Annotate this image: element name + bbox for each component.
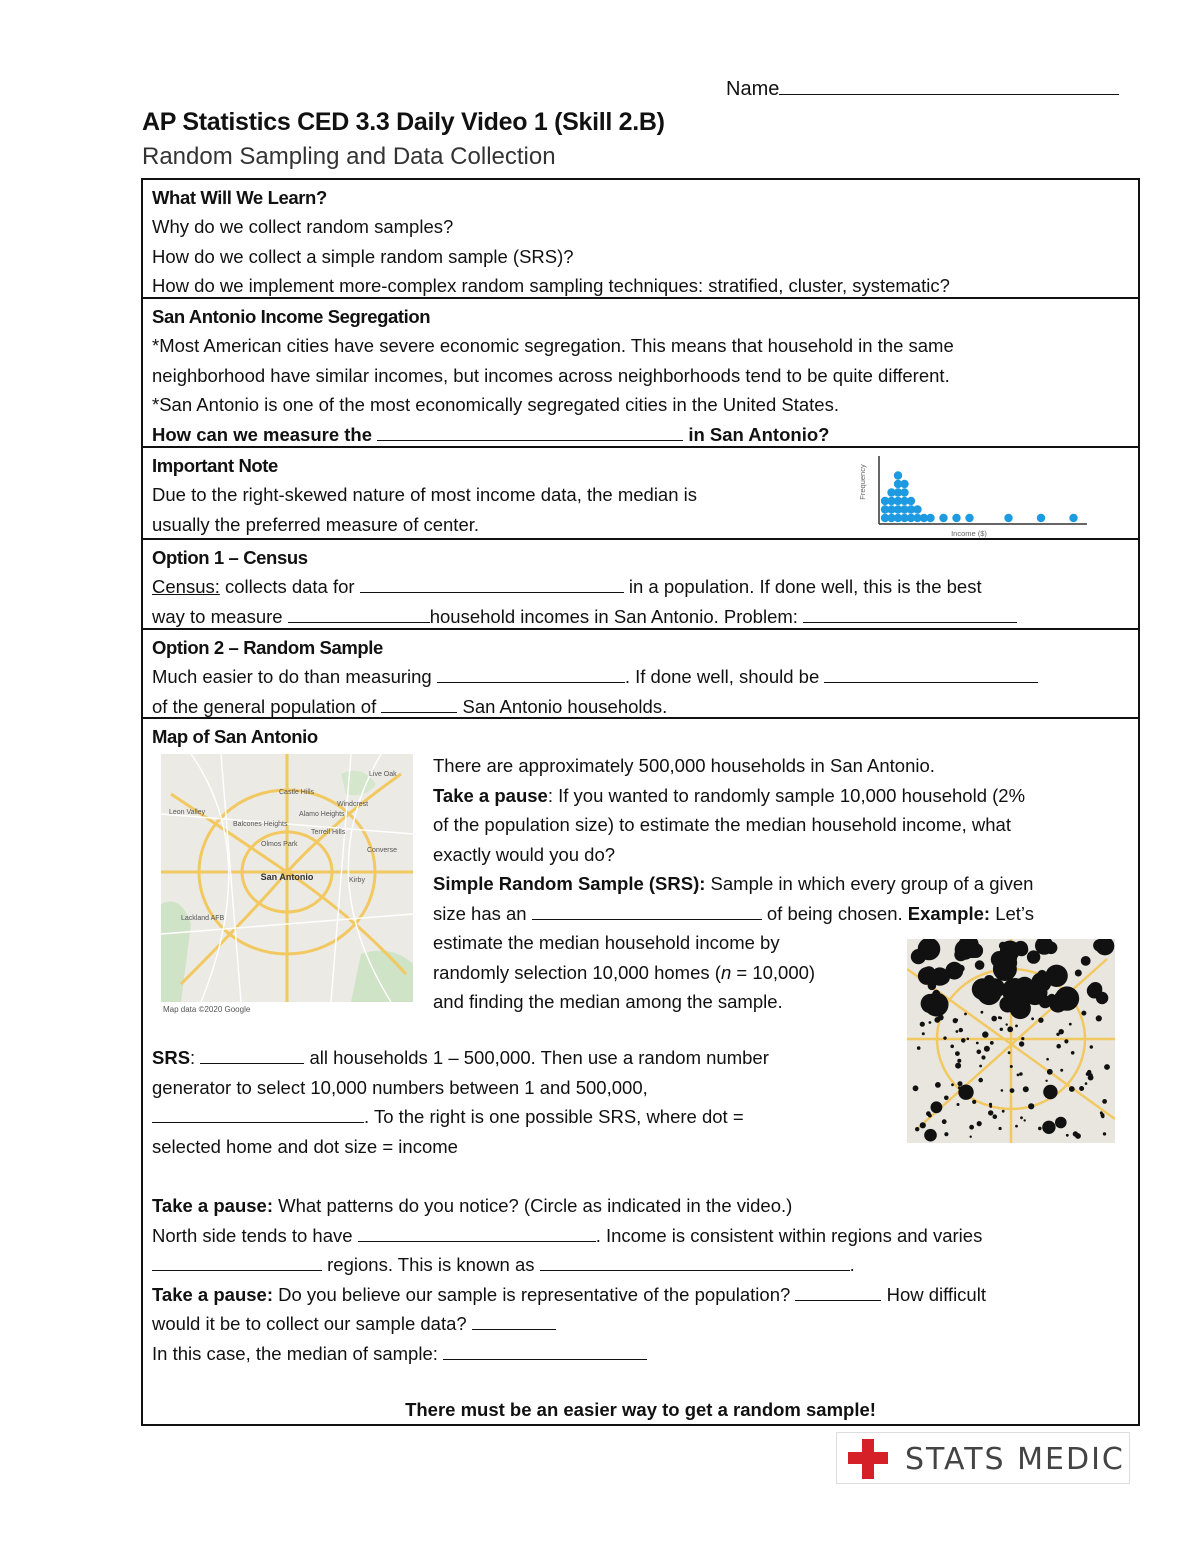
map-place-label: Balcones Heights [233,821,288,828]
map-place-label: Castle Hills [279,789,315,796]
sample-dot [1047,1069,1053,1075]
sample-dot [1103,1132,1106,1135]
sample-dot [968,943,983,958]
sample-dot [978,1078,983,1083]
name-label: Name [726,78,780,100]
sample-dot [961,1038,966,1043]
sample-dot [999,1127,1002,1130]
sample-dot [1101,1115,1104,1118]
seg-line-1: *Most American cities have severe economic segregation. This means that household in the same [152,335,954,356]
section-map [143,719,1138,1428]
stats-medic-logo [836,1432,1130,1484]
opt2-blank-2[interactable] [824,664,1038,683]
sample-dot [955,1063,961,1069]
learn-q1: Why do we collect random samples? [152,216,454,237]
srs-label: SRS [152,1047,191,1068]
learn-q3: How do we implement more-complex random sampling techniques: stratified, cluster, systematic? [152,275,950,296]
north-b: . Income is consistent within regions and varies [595,1224,983,1246]
sample-dot [956,1030,959,1033]
dotplot-dot [1037,514,1045,522]
north-a: North side tends to have [152,1224,353,1246]
dotplot-dot [965,514,973,522]
srs-l3-b: . To the right is one possible SRS, where dot = [364,1106,744,1127]
map-park-2 [351,951,413,1002]
sample-dot [944,1096,949,1101]
pause-3-line-1 [152,1280,986,1310]
sample-dot [1088,1075,1094,1081]
sample-dot [998,1016,1001,1019]
dotplot-dots [881,471,1078,522]
income-dotplot [853,452,1089,538]
sample-dot [959,1028,963,1032]
sample-dot [1069,1086,1075,1092]
sample-dot [1079,1086,1084,1091]
logo-text: STATS MEDIC [905,1442,1125,1477]
sample-dot [1056,1044,1061,1049]
map-place-label: Kirby [349,877,365,884]
opt2-l1-a: Much easier to do than measuring [152,666,432,687]
north-blank[interactable] [358,1223,596,1242]
srs-sample-map [907,939,1115,1143]
red-cross-icon [845,1439,891,1479]
dotplot-dot [894,471,902,479]
srs-line-3 [152,1102,769,1132]
sample-dot [928,1114,932,1118]
sample-dot [1020,1116,1023,1119]
srs-def-b: size has an [433,902,527,924]
sample-dot [1069,1023,1072,1026]
sample-dot [925,993,949,1017]
srs-def-a: Sample in which every group of a given [705,873,1034,894]
opt1-blank-1[interactable] [360,574,624,593]
srs-line-2: generator to select 10,000 numbers between 1 and 500,000, [152,1076,648,1098]
regions-b: . [849,1254,855,1275]
sample-dot [958,965,965,972]
dotplot-dot [952,514,960,522]
pause-3-label: Take a pause: [152,1283,273,1305]
sample-dot [951,1083,954,1086]
sample-dot [970,1136,972,1138]
sample-dot [979,1065,982,1068]
dotplot-ylabel: Frequency [858,464,867,500]
section-segregation [143,299,1138,448]
sample-dot [1089,982,1103,996]
regions-blank-1[interactable] [152,1252,322,1271]
pause-1-line-2: of the population size) to estimate the median household income, what [433,814,1011,835]
seg-question-a: How can we measure the [152,423,373,445]
section-option-1 [143,540,1138,630]
sample-dot [1102,1099,1107,1104]
median-label: In this case, the median of sample: [152,1342,438,1364]
dotplot-dot [926,514,934,522]
sample-dot [1038,1018,1043,1023]
map-place-label: Windcrest [337,801,369,808]
pause-2-line [152,1191,986,1221]
sample-dot [1064,1039,1068,1043]
map-city-label: San Antonio [260,872,314,882]
sample-dot [981,1055,985,1059]
sample-dot [935,1082,941,1088]
opt1-line-1 [152,572,1129,602]
sample-dot [1100,1111,1103,1114]
opt1-l1-b: in a population. If done well, this is the best [628,576,982,597]
sample-dot [982,1031,988,1037]
sample-dot [931,1101,943,1113]
seg-line-3: *San Antonio is one of the most economically segregated cities in the United States. [152,394,839,415]
opt2-l1-b: . If done well, should be [624,666,820,687]
sample-dot [1021,1037,1024,1040]
note-heading: Important Note [152,455,278,476]
opt2-l2-b: San Antonio households. [462,695,668,717]
cross-horizontal [848,1452,888,1464]
sample-dot [969,1125,974,1130]
srs-l1-b: all households 1 – 500,000. Then use a random number [309,1047,769,1068]
regions-a: regions. This is known as [327,1254,535,1275]
ex-l3-b: = 10,000) [731,961,816,983]
sample-dot [979,988,988,997]
median-blank[interactable] [443,1341,647,1360]
pause-3-blank-2[interactable] [472,1311,556,1330]
regions-line [152,1250,986,1280]
sample-dot [1039,995,1052,1008]
sample-dot [1056,1033,1059,1036]
sample-dot [1008,1051,1011,1054]
sample-dot [957,1103,960,1106]
map-place-label: Converse [367,847,397,854]
sample-dot [1042,1121,1055,1134]
sample-dot [913,1085,919,1091]
seg-line-2: neighborhood have similar incomes, but incomes across neighborhoods tend to be quite different. [152,364,950,386]
pause-2-text: What patterns do you notice? (Circle as indicated in the video.) [273,1195,793,1216]
sample-dot [1023,1086,1029,1092]
sample-dot [1104,1064,1110,1070]
dotplot-dot [939,514,947,522]
dotplot-dot [1004,514,1012,522]
north-line [152,1221,986,1251]
sample-dot [928,982,937,991]
opt1-heading: Option 1 – Census [152,547,308,568]
sample-dot [1075,970,1082,977]
sample-dot [1081,1011,1086,1016]
pause-3-line-2 [152,1309,986,1339]
sample-dot [977,1050,982,1055]
opt1-line-2 [152,602,1129,632]
sample-dot [989,1105,992,1108]
map-intro: There are approximately 500,000 households in San Antonio. [433,755,935,776]
sample-dot [958,1081,963,1086]
sample-dot [993,1114,998,1119]
map-heading: Map of San Antonio [152,726,318,747]
opt1-l1-a: collects data for [219,576,355,597]
sample-dot [1071,1051,1075,1055]
sample-dot [950,1045,954,1049]
page-title: AP Statistics CED 3.3 Daily Video 1 (Skill 2.B) [142,108,665,136]
srs-definition-2 [433,899,1034,929]
sample-dot [1015,1025,1018,1028]
sample-dot [920,1122,926,1128]
sample-dot [1066,1134,1069,1137]
opt2-line-2 [152,692,1129,722]
dotplot-dot [1069,514,1077,522]
map-place-label: Lackland AFB [181,915,225,922]
sample-dot [1096,1015,1102,1021]
example-line-4: and finding the median among the sample. [433,991,783,1012]
srs-line-1 [152,1043,769,1073]
sample-dot [981,1011,984,1014]
sample-dot [942,1119,947,1124]
example-label: Example: [907,902,991,924]
sample-dot [977,1121,982,1126]
learn-heading: What Will We Learn? [152,187,327,208]
dotplot-dot [907,497,915,505]
sample-dot [922,1032,925,1035]
sample-dot [1007,1026,1013,1032]
sample-dot [967,1038,970,1041]
sample-dot [1038,1127,1042,1131]
map-place-label: Terrell Hills [311,829,346,836]
sample-dot [956,1019,959,1022]
sample-dot [990,1041,994,1045]
sample-dot [972,1100,976,1104]
opt1-blank-2[interactable] [288,604,430,623]
pause-3-l2: would it be to collect our sample data? [152,1313,467,1334]
sample-dot [964,1013,967,1016]
pause-1-l1: : If you wanted to randomly sample 10,000 household (2% [547,784,1026,806]
sample-dot [976,1042,979,1045]
sample-dot [929,1021,932,1024]
closing-statement: There must be an easier way to get a random sample! [405,1399,876,1420]
opt1-l2-b: household incomes in San Antonio. Problem: [429,605,798,627]
sample-dot [1001,1089,1004,1092]
sample-dot [975,960,985,970]
pause-1-label: Take a pause [433,784,548,806]
srs-blank-1[interactable] [200,1045,304,1064]
worksheet-table [141,178,1140,1426]
srs-definition-1 [433,869,1034,899]
dotplot-dot [900,480,908,488]
sample-dot [1015,1125,1018,1128]
pause-1-line-1 [433,781,1034,811]
sample-dot [1028,1103,1034,1109]
sample-dot [1060,1069,1063,1072]
section-option-2 [143,630,1138,719]
sample-dot [998,948,1017,967]
name-blank[interactable] [779,74,1119,95]
sample-dot [1002,1110,1005,1113]
pause-3-b: How difficult [886,1283,986,1305]
sample-dot [1019,1041,1024,1046]
pause-2-label: Take a pause: [152,1195,273,1216]
seg-question-b: in San Antonio? [688,423,830,445]
sample-dot [1055,1117,1067,1129]
sample-dot [1043,1085,1057,1099]
sample-dot [944,1132,948,1136]
sample-dot [1046,1058,1049,1061]
sample-dot [1010,1088,1015,1093]
sample-dot [1055,986,1079,1010]
map-place-label: Leon Valley [169,809,206,816]
sample-dot [1019,1072,1023,1076]
sample-dot [943,1036,946,1039]
sample-dot [957,1059,961,1063]
section-important-note [143,448,1138,540]
sample-dot [917,1046,921,1050]
dotplot-dot [900,488,908,496]
sample-dot [958,1085,973,1100]
sample-dot [1000,1028,1003,1031]
sample-dot [991,1016,997,1022]
dotplot-dot [913,505,921,513]
srs-blank[interactable] [532,901,762,920]
sample-dot [1045,965,1067,987]
opt2-blank-3[interactable] [381,694,457,713]
sample-dot [1045,1080,1047,1082]
pause-1-line-3: exactly would you do? [433,843,616,865]
sample-dot [1090,1045,1093,1048]
note-line-1: Due to the right-skewed nature of most income data, the median is [152,484,698,505]
opt2-heading: Option 2 – Random Sample [152,637,383,658]
srs-blank-2[interactable] [152,1104,364,1123]
sample-dot [1031,1017,1034,1020]
median-line [152,1339,986,1369]
example-a: Let’s [990,902,1034,924]
map-place-label: Olmos Park [261,841,298,848]
srs-def-c: of being chosen. [766,902,903,924]
sample-dot [915,1127,919,1131]
pause-3-blank-1[interactable] [795,1282,881,1301]
sample-dot [1073,1131,1078,1136]
sample-dot [984,1046,990,1052]
map-place-label: Live Oak [369,771,397,778]
opt2-line-1 [152,662,1129,692]
section-learn [143,180,1138,299]
patterns-block [152,1191,986,1368]
srs-line-4: selected home and dot size = income [152,1135,458,1157]
sample-dot [955,1051,960,1056]
ex-l3-n: n [720,961,732,983]
dotplot-xlabel: Income ($) [951,529,987,538]
san-antonio-map [161,754,413,1016]
pause-3-a: Do you believe our sample is representative of the population? [273,1283,791,1305]
note-line-2: usually the preferred measure of center. [152,513,480,535]
census-term: Census: [152,576,220,597]
regions-blank-2[interactable] [540,1252,850,1271]
srs-l1-a: : [190,1047,196,1068]
sample-dot [1085,1082,1088,1085]
opt1-l2-a: way to measure [152,605,283,627]
sample-dot [920,1022,925,1027]
srs-term: Simple Random Sample (SRS): [433,873,706,894]
seg-heading: San Antonio Income Segregation [152,306,431,327]
seg-question [152,420,1129,450]
page-subtitle: Random Sampling and Data Collection [142,143,556,170]
sample-dot [924,1129,937,1142]
sample-dot [1006,1023,1008,1025]
example-line-2: estimate the median household income by [433,932,780,953]
srs-paragraph [152,1043,769,1161]
sample-dot [988,1110,993,1115]
learn-q2: How do we collect a simple random sample (SRS)? [152,245,574,267]
sample-dot [911,949,926,964]
ex-l3-a: randomly selection 10,000 homes ( [433,961,721,983]
opt1-blank-3[interactable] [803,604,1017,623]
map-place-label: Alamo Heights [299,811,345,818]
name-field[interactable] [726,74,1119,101]
sample-dot [934,969,950,985]
opt2-l2-a: of the general population of [152,695,377,717]
opt2-blank-1[interactable] [437,664,625,683]
sample-dot [1017,1074,1020,1077]
sample-dot [1024,1119,1026,1121]
seg-blank[interactable] [377,422,683,441]
sample-dot [1010,1065,1013,1068]
map-credit: Map data ©2020 Google [163,1005,251,1014]
sample-dot [1081,956,1091,966]
